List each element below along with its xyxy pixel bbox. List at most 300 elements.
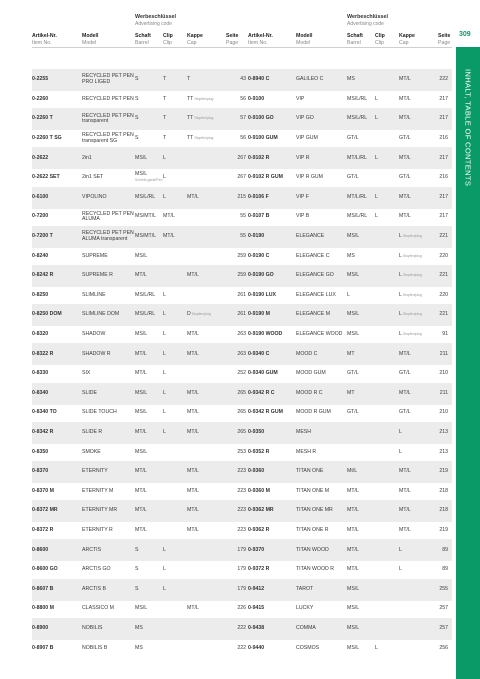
model-name: RECYCLED PET PEN ALUMA [82,210,134,223]
cap-code-right-value: L [399,272,402,279]
col-barrel-en-right: Barrel [347,40,361,46]
item-number-right: 0-9190 GO [248,272,274,279]
model-name: RECYCLED PET PEN transparent SG [82,132,134,144]
barrel-code-right: GT/L [347,370,359,377]
cap-code-value: MT/L [187,193,199,200]
barrel-code: MT/L [135,527,147,533]
barrel-code: MT/L [135,507,147,514]
col-art-de-right: Artikel-Nr. [248,33,273,39]
item-number-right: 0-9438 [248,625,265,631]
clip-code: L [163,350,166,357]
clip-code: L [163,154,166,161]
barrel-code: S [135,566,139,573]
page-ref: 259 [237,252,246,259]
item-number-right: 0-9106 F [248,193,269,200]
clip-code: L [163,370,166,377]
item-number: 0-2255 [32,76,49,83]
model-name-right: MOOD C [296,350,318,357]
advertising-group-en-right: Advertising code [347,21,384,27]
cap-code-right-value: L [399,252,402,259]
model-name-right: TITAN ONE MR [296,507,333,514]
model-name: SUPREME R [82,272,113,279]
model-name-right: VIP GUM [296,135,318,141]
barrel-code-right: MS/L [347,311,360,318]
cap-code-right-value: MT/L [399,193,411,200]
page-ref-right: 213 [439,448,448,455]
model-name-right: VIP R [296,154,310,161]
page-ref-right: 219 [439,468,448,475]
cap-code-right-value: L [399,311,402,318]
model-name-right: TITAN ONE R [296,527,329,533]
page-ref: 223 [237,487,246,494]
item-number: 0-8350 [32,448,49,455]
page-ref: 265 [237,389,246,396]
model-name: VIPOLINO [82,193,107,200]
page-ref-right: 211 [439,350,448,357]
item-number-right: 0-9362 MR [248,507,274,514]
barrel-code: S [135,585,139,592]
page-ref-right: 221 [439,272,448,279]
barrel-code-right: MT/L [347,487,359,494]
model-name-right: COSMOS [296,644,320,651]
page-ref: 267 [237,154,246,161]
model-name-right: ELEGANCE WOOD [296,331,343,337]
page-ref: 55 [240,213,246,220]
cap-code-value: MT/L [187,487,199,494]
item-number-right: 0-9342 R GUM [248,409,283,416]
page-ref-right: 217 [439,213,448,220]
barrel-code: MS/L/RL [135,311,156,318]
barrel-code-right: MS/L [347,625,360,631]
advertising-group-de-right: Werbeschlüssel [347,14,388,20]
col-cap-de-right: Kappe [399,33,415,39]
page-ref-right: 217 [439,193,448,200]
clip-code: L [163,546,166,553]
cap-code-note: Stopfen/plug [194,96,214,101]
clip-code: L [163,193,166,200]
page-ref-right: 210 [439,370,448,377]
clip-code: T [163,76,167,83]
page-ref: 261 [237,291,246,298]
model-name: RECYCLED PET PEN transparent [82,112,134,125]
cap-code-note: Stopfen/plug [194,116,214,121]
col-page-en-right: Page [438,40,451,46]
page-ref-right: 220 [439,291,448,298]
cap-code-value: D [187,311,191,318]
model-name-right: MOOD R C [296,389,323,396]
item-number: 0-8242 R [32,272,54,279]
col-art-de: Artikel-Nr. [32,33,57,39]
col-barrel-de-right: Schaft [347,33,363,39]
page-ref-right: 217 [439,154,448,161]
item-number-right: 0-9102 R [248,154,270,161]
barrel-code: S [135,135,139,141]
cap-code-right-value: L [399,233,402,239]
barrel-code-right: MS [347,76,355,83]
page-ref-right: 221 [439,233,448,239]
item-number-right: 0-8940 C [248,76,270,83]
cap-code-value: TT [187,95,194,102]
clip-code-right: L [375,193,378,200]
cap-code-right-value: L [399,546,402,553]
item-number-right: 0-9190 M [248,311,270,318]
cap-code-right-value: L [399,566,402,573]
item-number-right: 0-9190 [248,233,265,239]
table-of-contents-tab[interactable] [456,47,480,679]
item-number-right: 0-9440 [248,644,265,651]
barrel-code: MT/L [135,272,147,279]
barrel-code-right: GT/L [347,174,359,181]
item-number-right: 0-9102 R GUM [248,174,283,181]
model-name-right: LUCKY [296,605,314,612]
barrel-code-right: MT/L [347,566,359,573]
cap-code-value: MT/L [187,331,199,337]
barrel-code: S [135,76,139,83]
item-number: 0-8342 R [32,429,54,435]
clip-code: L [163,429,166,435]
clip-code-right: L [375,115,378,122]
barrel-code: MS/MT/L [135,213,157,220]
item-number: 0-8372 R [32,527,54,533]
barrel-code: MS/L/RL [135,193,156,200]
clip-code: MT/L [163,233,175,239]
page-ref: 267 [237,174,246,181]
cap-code-right-value: L [399,291,402,298]
barrel-code-right: MT/L/RL [347,193,367,200]
barrel-code-right: MS/L [347,331,360,337]
item-number-right: 0-9370 [248,546,265,553]
col-barrel-de: Schaft [135,33,151,39]
model-name: SLIDE TOUCH [82,409,117,416]
cap-code-right-value: MT/L [399,213,411,220]
barrel-code-right: MT [347,389,355,396]
cap-code-right-value: L [399,448,402,455]
page-ref: 179 [237,585,246,592]
cap-code-right-value: MT/L [399,389,411,396]
item-number: 0-8320 [32,331,49,337]
page-ref: 261 [237,311,246,318]
model-name-right: GALILEO C [296,76,324,83]
cap-code-value: MT/L [187,272,199,279]
barrel-code: MT/L [135,429,147,435]
barrel-code-right: MS/L [347,233,360,239]
item-number: 0-8372 MR [32,507,58,514]
item-number-right: 0-9412 [248,585,265,592]
page-ref: 252 [237,370,246,377]
barrel-code-wrap [135,172,162,183]
page-ref: 43 [240,76,246,83]
barrel-code: MS/MT/L [135,233,157,239]
page-ref-right: 213 [439,429,448,435]
barrel-code-right: MS/L/RL [347,115,368,122]
page-ref-right: 257 [439,625,448,631]
item-number-right: 0-9100 [248,95,265,102]
page-ref: 179 [237,546,246,553]
cap-code-value: MT/L [187,605,199,612]
cap-code-value: MT/L [187,507,199,514]
model-name-right: ELEGANCE C [296,252,330,259]
barrel-code: MT/L [135,487,147,494]
page-ref-right: 210 [439,409,448,416]
model-name-right: MOOD GUM [296,370,326,377]
cap-code-right-note: Stopfen/plug [402,234,422,238]
cap-code-right-note: Stopfen/plug [402,273,422,278]
page-ref: 263 [237,331,246,337]
item-number: 0-8600 [32,546,49,553]
barrel-code-right: MS/L [347,644,360,651]
cap-code-right-note: Stopfen/plug [402,253,422,258]
table-row [32,637,452,659]
item-number-right: 0-9190 LUX [248,291,276,298]
model-name: SLIMLINE [82,291,106,298]
item-number: 0-6100 [32,193,49,200]
model-name: SLIMLINE DOM [82,311,120,318]
item-number: 0-2260 [32,95,49,102]
page-ref-right: 220 [439,252,448,259]
side-tab-label-box [460,51,476,205]
clip-code: L [163,291,166,298]
barrel-code-right: MT/L [347,546,359,553]
item-number: 0-2260 T SG [32,135,62,141]
col-model-de: Modell [82,33,99,39]
barrel-code-right: Mt/L [347,468,358,475]
item-number: 0-8340 TO [32,409,57,416]
cap-code-right-value: MT/L [399,468,411,475]
cap-code-right-value: MT/L [399,76,411,83]
item-number: 0-8907 B [32,644,54,651]
clip-code: T [163,135,167,141]
model-name: ARCTIS GO [82,566,111,573]
col-cap-en-right: Cap [399,40,409,46]
model-name: ETERNITY [82,468,108,475]
page-ref-right: 89 [442,546,448,553]
model-name-right: COMMA [296,625,316,631]
model-name: SHADOW R [82,350,111,357]
page-ref-right: 216 [439,135,448,141]
model-name: RECYCLED PET PEN PRO LIGED [82,73,134,85]
barrel-code: MS [135,625,143,631]
model-name-right: VIP [296,95,305,102]
item-number: 0-7200 [32,213,49,220]
item-number-right: 0-9107 B [248,213,270,220]
item-number-right: 0-9362 R [248,527,270,533]
col-art-en: Item No. [32,40,52,46]
cap-code-right-value: MT/L [399,95,411,102]
page-ref: 215 [237,193,246,200]
model-name-right: MOOD R GUM [296,409,331,416]
item-number: 0-8370 [32,468,49,475]
item-number-right: 0-9342 R C [248,389,275,396]
barrel-code: S [135,546,139,553]
page-ref: 56 [240,95,246,102]
col-clip-en: Clip [163,40,172,46]
col-model-en: Model [82,40,97,46]
clip-code: L [163,331,166,337]
clip-code: MT/L [163,213,175,220]
item-number-right: 0-9415 [248,605,265,612]
barrel-code-right: MS/L [347,605,360,612]
col-art-en-right: Item No. [248,40,268,46]
page-ref-right: 218 [439,507,448,514]
col-model-en-right: Model [296,40,311,46]
model-name: ETERNITY MR [82,507,118,514]
model-name-right: TITAN WOOD [296,546,329,553]
model-name: ARCTIS B [82,585,106,592]
barrel-code-right: MS/L [347,585,360,592]
model-name: ETERNITY M [82,487,114,494]
model-name: 2in1 SET [82,174,104,181]
barrel-code: S [135,115,139,122]
model-name-right: VIP F [296,193,309,200]
model-name: RECYCLED PET PEN [82,95,134,102]
page-ref: 179 [237,566,246,573]
barrel-code: S [135,95,139,102]
page-ref-right: 89 [442,566,448,573]
item-number: 0-7200 T [32,233,53,239]
barrel-code-right: MS/L [347,272,360,279]
col-page-en: Page [226,40,239,46]
page-ref: 223 [237,527,246,533]
item-number: 0-8370 M [32,487,54,494]
page-number: 309 [459,31,471,38]
cap-code-right-value: GT/L [399,135,411,141]
item-number-right: 0-9100 GO [248,115,274,122]
page-ref: 222 [237,625,246,631]
clip-code: L [163,389,166,396]
page-ref: 57 [240,115,246,122]
clip-code: L [163,174,166,181]
model-name-right: TITAN ONE M [296,487,330,494]
model-name: ETERNITY R [82,527,113,533]
model-name-right: VIP R GUM [296,174,323,181]
page-ref: 55 [240,233,246,239]
model-name: SHADOW [82,331,106,337]
item-number-right: 0-9340 GUM [248,370,278,377]
model-name: SIX [82,370,91,377]
clip-code: L [163,311,166,318]
barrel-code-note: Schreib-gerät/Pen [135,178,163,182]
item-number: 0-8330 [32,370,49,377]
item-number-right: 0-9190 C [248,252,270,259]
col-page-de: Seite [226,33,239,39]
cap-code-right-value: MT/L [399,507,411,514]
col-barrel-en: Barrel [135,40,149,46]
col-cap-en: Cap [187,40,197,46]
clip-code-right: L [375,95,378,102]
item-number: 0-2260 T [32,115,53,122]
page-ref: 223 [237,468,246,475]
cap-code [187,637,188,659]
cap-code-note: Stopfen/plug [194,136,214,140]
cap-code-right-value: L [399,429,402,435]
item-number-right: 0-9360 [248,468,265,475]
item-number-right: 0-9372 R [248,566,270,573]
page-ref: 263 [237,350,246,357]
cap-code-right [399,637,400,659]
model-name-right: TITAN WOOD R [296,566,334,573]
clip-code: L [163,585,166,592]
barrel-code: MT/L [135,468,147,475]
advertising-group-en: Advertising code [135,21,172,27]
model-name-right: VIP GO [296,115,314,122]
clip-code: L [163,409,166,416]
item-number: 0-8240 [32,252,49,259]
barrel-code: MS/L [135,331,148,337]
item-number: 0-8322 R [32,350,54,357]
cap-code-right-value: L [399,331,402,337]
col-page-de-right: Seite [438,33,451,39]
page-ref-right: 255 [439,585,448,592]
item-number-right: 0-9340 C [248,350,270,357]
item-number-right: 0-9352 R [248,448,270,455]
barrel-code-right: MT/L/RL [347,154,367,161]
item-number: 0-8250 [32,291,49,298]
page-ref: 226 [237,605,246,612]
cap-code-note: Stopfen/plug [191,312,211,317]
cap-code-value: MT/L [187,389,199,396]
cap-code-value: TT [187,135,194,141]
clip-code-right: L [375,154,378,161]
barrel-code: MS/L [135,252,148,259]
model-name: SMOKE [82,448,101,455]
item-number: 0-8900 [32,625,49,631]
page-ref-right: 256 [439,644,448,651]
item-number: 0-8250 DOM [32,311,62,318]
page-ref-right: 91 [442,331,448,337]
barrel-code-right: MT [347,350,355,357]
cap-code-right-value: GT/L [399,174,411,181]
page-ref-right: 222 [439,76,448,83]
cap-code-value: MT/L [187,468,199,475]
barrel-code-right: MS/L/RL [347,95,368,102]
model-name-right: ELEGANCE GO [296,272,334,279]
page-ref-right: 216 [439,174,448,181]
cap-code-right-note: Stopfen/plug [402,332,422,336]
cap-code-value: MT/L [187,350,199,357]
cap-code-right-value: GT/L [399,370,411,377]
barrel-code-value: MS/L [135,171,148,178]
page-ref: 265 [237,409,246,416]
model-name-right: VIP B [296,213,310,220]
cap-code-right-value: MT/L [399,115,411,122]
model-name-right: TAROT [296,585,314,592]
model-name: ARCTIS [82,546,102,553]
cap-code-right-note: Stopfen/plug [402,292,422,297]
clip-code: L [163,566,166,573]
item-number: 0-2622 [32,154,49,161]
item-number-right: 0-9350 [248,429,265,435]
clip-code: T [163,115,167,122]
barrel-code: MS/L [135,409,148,416]
barrel-code: MS [135,644,143,651]
page-ref: 259 [237,272,246,279]
item-number: 0-8607 B [32,585,54,592]
item-number: 0-8600 GO [32,566,58,573]
item-number-right: 0-9190 WOOD [248,331,283,337]
model-name-right: ELEGANCE M [296,311,331,318]
model-name-right: ELEGANCE [296,233,325,239]
col-clip-en-right: Clip [375,40,384,46]
barrel-code-right: MS/L/RL [347,213,368,220]
page-ref: 265 [237,429,246,435]
model-name: NOBILIS [82,625,103,631]
model-name-right: ELEGANCE LUX [296,291,336,298]
cap-code-right-note: Stopfen/plug [402,312,422,317]
model-name: 2in1 [82,154,92,161]
barrel-code: MT/L [135,350,147,357]
model-name-right: TITAN ONE [296,468,324,475]
cap-code-value: TT [187,115,194,122]
